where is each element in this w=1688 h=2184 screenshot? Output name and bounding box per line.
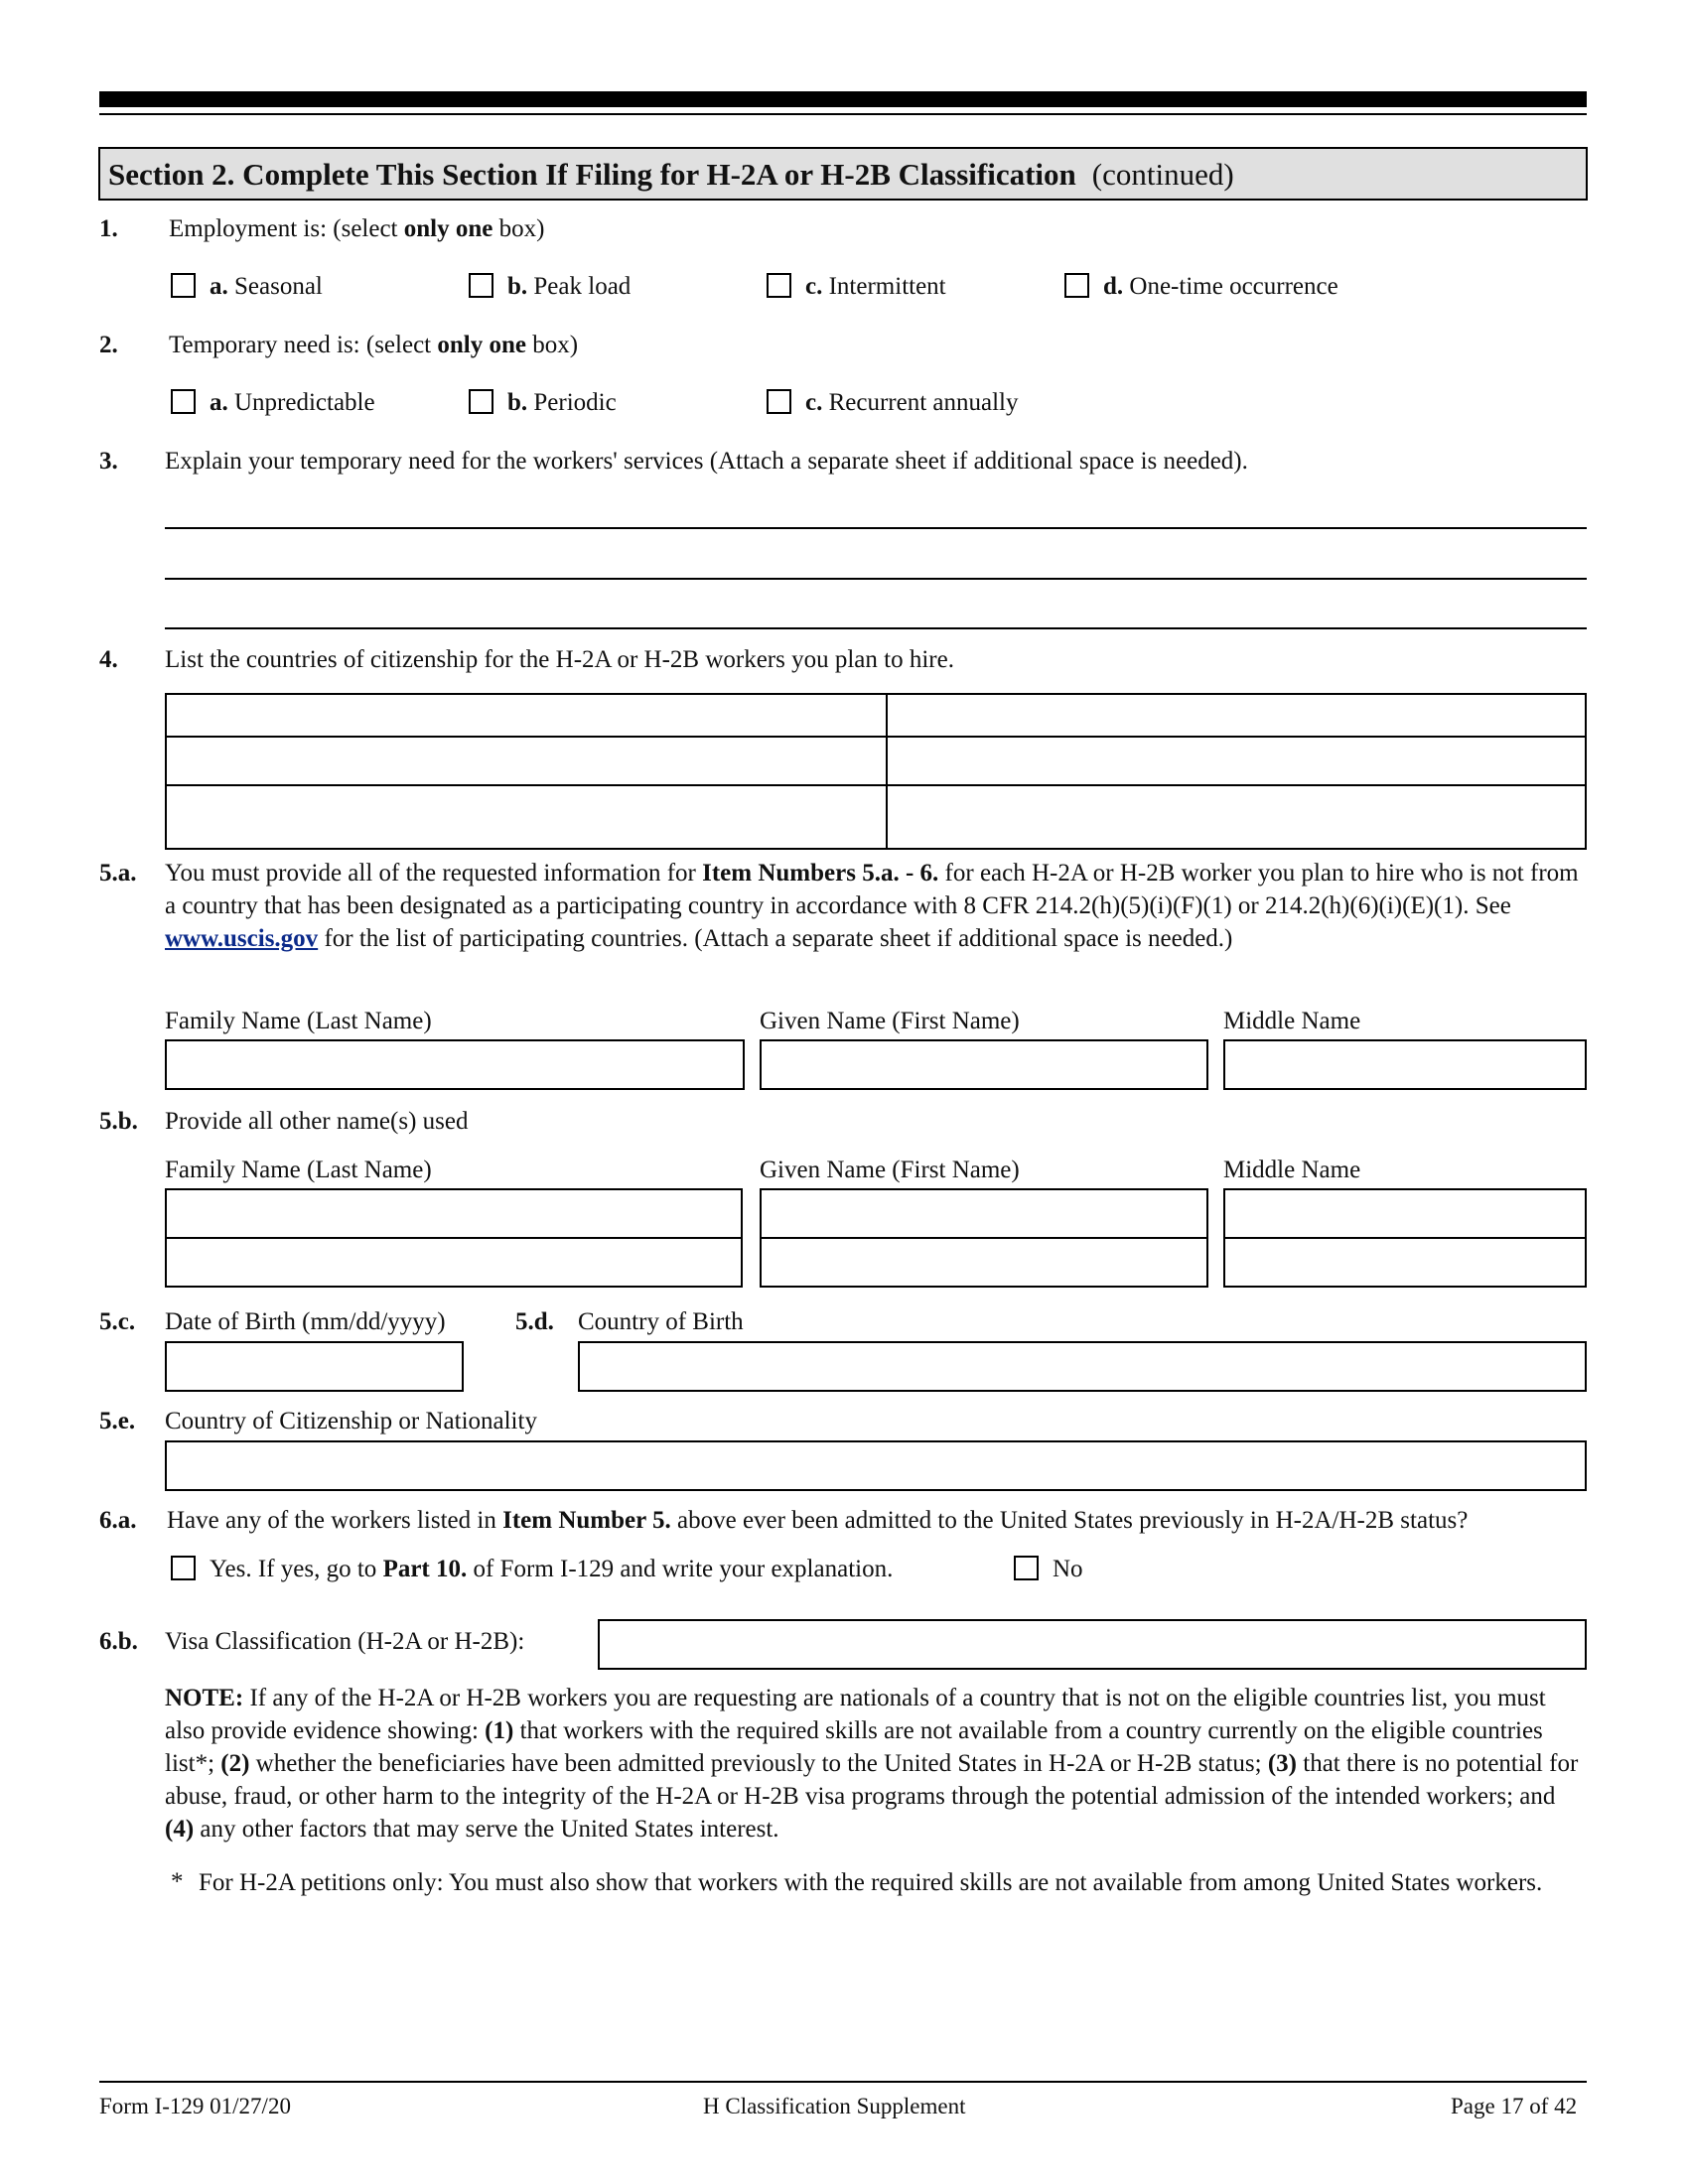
item-5b-question: Provide all other name(s) used [165,1108,469,1135]
checkbox-box[interactable] [767,389,791,414]
family-name-field[interactable] [165,1039,745,1090]
middle-name-label: Middle Name [1223,1008,1361,1034]
explanation-line-3[interactable] [165,627,1587,629]
top-thin-rule [99,113,1587,115]
checkbox-intermittent[interactable]: c. Intermittent [767,273,946,301]
middle-name-field[interactable] [1223,1039,1587,1090]
country-field-4[interactable] [888,738,1585,784]
item-3-question: Explain your temporary need for the workers' services (Attach a separate sheet if additional space is needed). [165,448,1248,475]
checkbox-seasonal[interactable]: a. Seasonal [171,273,323,301]
footer-rule [99,2081,1587,2083]
other-family-name-label: Family Name (Last Name) [165,1157,432,1183]
other-middle-name-field-1[interactable] [1223,1188,1587,1239]
footer-title: H Classification Supplement [703,2094,966,2118]
item-6a-question: Have any of the workers listed in Item Number 5. above ever been admitted to the United States previously in H-2A/H-2B status? [167,1507,1469,1534]
item-2-number: 2. [99,332,118,358]
country-field-5[interactable] [167,786,886,848]
footer-page-number: Page 17 of 42 [1451,2094,1578,2118]
visa-classification-field[interactable] [598,1619,1587,1670]
checkbox-box[interactable] [1014,1556,1039,1580]
checkbox-yes[interactable]: Yes. If yes, go to Part 10. of Form I-129 and write your explanation. [171,1556,893,1583]
other-given-name-field-1[interactable] [760,1188,1208,1239]
section-title: Section 2. Complete This Section If Filing for H-2A or H-2B Classification [108,157,1076,192]
top-thick-rule [99,91,1587,107]
checkbox-box[interactable] [171,389,196,414]
item-1-question: Employment is: (select only one box) [169,215,545,242]
checkbox-recurrent-annually[interactable]: c. Recurrent annually [767,389,1019,417]
citizenship-field[interactable] [165,1440,1587,1491]
country-field-3[interactable] [167,738,886,784]
item-5c-number: 5.c. [99,1308,136,1335]
citizenship-label: Country of Citizenship or Nationality [165,1408,537,1434]
date-of-birth-label: Date of Birth (mm/dd/yyyy) [165,1308,446,1335]
item-4-question: List the countries of citizenship for the H-2A or H-2B workers you plan to hire. [165,646,954,673]
uscis-link[interactable]: www.uscis.gov [165,925,319,952]
item-5b-number: 5.b. [99,1108,138,1135]
checkbox-box[interactable] [469,389,493,414]
item-5d-number: 5.d. [515,1308,554,1335]
checkbox-box[interactable] [1064,273,1089,298]
checkbox-periodic[interactable]: b. Periodic [469,389,617,417]
other-middle-name-label: Middle Name [1223,1157,1361,1183]
item-5e-number: 5.e. [99,1408,136,1434]
item-4-number: 4. [99,646,118,673]
checkbox-box[interactable] [171,273,196,298]
country-field-2[interactable] [888,695,1585,736]
item-6a-number: 6.a. [99,1507,137,1534]
date-of-birth-field[interactable] [165,1341,464,1392]
explanation-line-2[interactable] [165,578,1587,580]
item-5a-number: 5.a. [99,860,137,887]
checkbox-one-time-occurrence[interactable]: d. One-time occurrence [1064,273,1338,301]
section-continued: (continued) [1091,157,1234,192]
footnote-star: * [171,1868,184,1895]
given-name-field[interactable] [760,1039,1208,1090]
country-of-birth-field[interactable] [578,1341,1587,1392]
checkbox-box[interactable] [171,1556,196,1580]
item-3-number: 3. [99,448,118,475]
item-1-number: 1. [99,215,118,242]
country-field-6[interactable] [888,786,1585,848]
item-2-question: Temporary need is: (select only one box) [169,332,579,358]
visa-classification-label: Visa Classification (H-2A or H-2B): [165,1628,525,1655]
other-family-name-field-1[interactable] [165,1188,743,1239]
checkbox-box[interactable] [767,273,791,298]
note-paragraph: NOTE: If any of the H-2A or H-2B workers you are requesting are nationals of a country that is not on the eligible countries list, you must also provide evidence showing: (1) that workers with the required skills are not available from a country currently on the eligible countries list*; (2) whether the beneficiaries have been admitted previously to the United States in H-2A or H-2B status; (3) that there is no potential for abuse, fraud, or other harm to the integrity of the H-2A or H-2B visa programs through the potential admission of the intended workers; and (4) any other factors that may serve the United States interest. [165,1685,1579,1843]
family-name-label: Family Name (Last Name) [165,1008,432,1034]
item-6b-number: 6.b. [99,1628,138,1655]
footnote-text: For H-2A petitions only: You must also show that workers with the required skills are not available from among United States workers. [199,1869,1543,1896]
other-given-name-label: Given Name (First Name) [760,1157,1020,1183]
other-family-name-field-2[interactable] [165,1237,743,1288]
footer-form-id: Form I-129 01/27/20 [99,2094,291,2118]
given-name-label: Given Name (First Name) [760,1008,1020,1034]
explanation-line-1[interactable] [165,527,1587,529]
country-of-birth-label: Country of Birth [578,1308,744,1335]
section-header [98,147,1588,201]
checkbox-peak-load[interactable]: b. Peak load [469,273,631,301]
checkbox-unpredictable[interactable]: a. Unpredictable [171,389,375,417]
item-5a-instructions: You must provide all of the requested information for Item Numbers 5.a. - 6. for each H-2A or H-2B worker you plan to hire who is not from a country that has been designated as a participating country in accordance with 8 CFR 214.2(h)(5)(i)(F)(1) or 214.2(h)(6)(i)(E)(1). See www.uscis.gov for the list of participating countries. (Attach a separate sheet if additional space is needed.) [165,860,1579,952]
checkbox-no[interactable]: No [1014,1556,1083,1583]
other-given-name-field-2[interactable] [760,1237,1208,1288]
country-field-1[interactable] [167,695,886,736]
checkbox-box[interactable] [469,273,493,298]
other-middle-name-field-2[interactable] [1223,1237,1587,1288]
